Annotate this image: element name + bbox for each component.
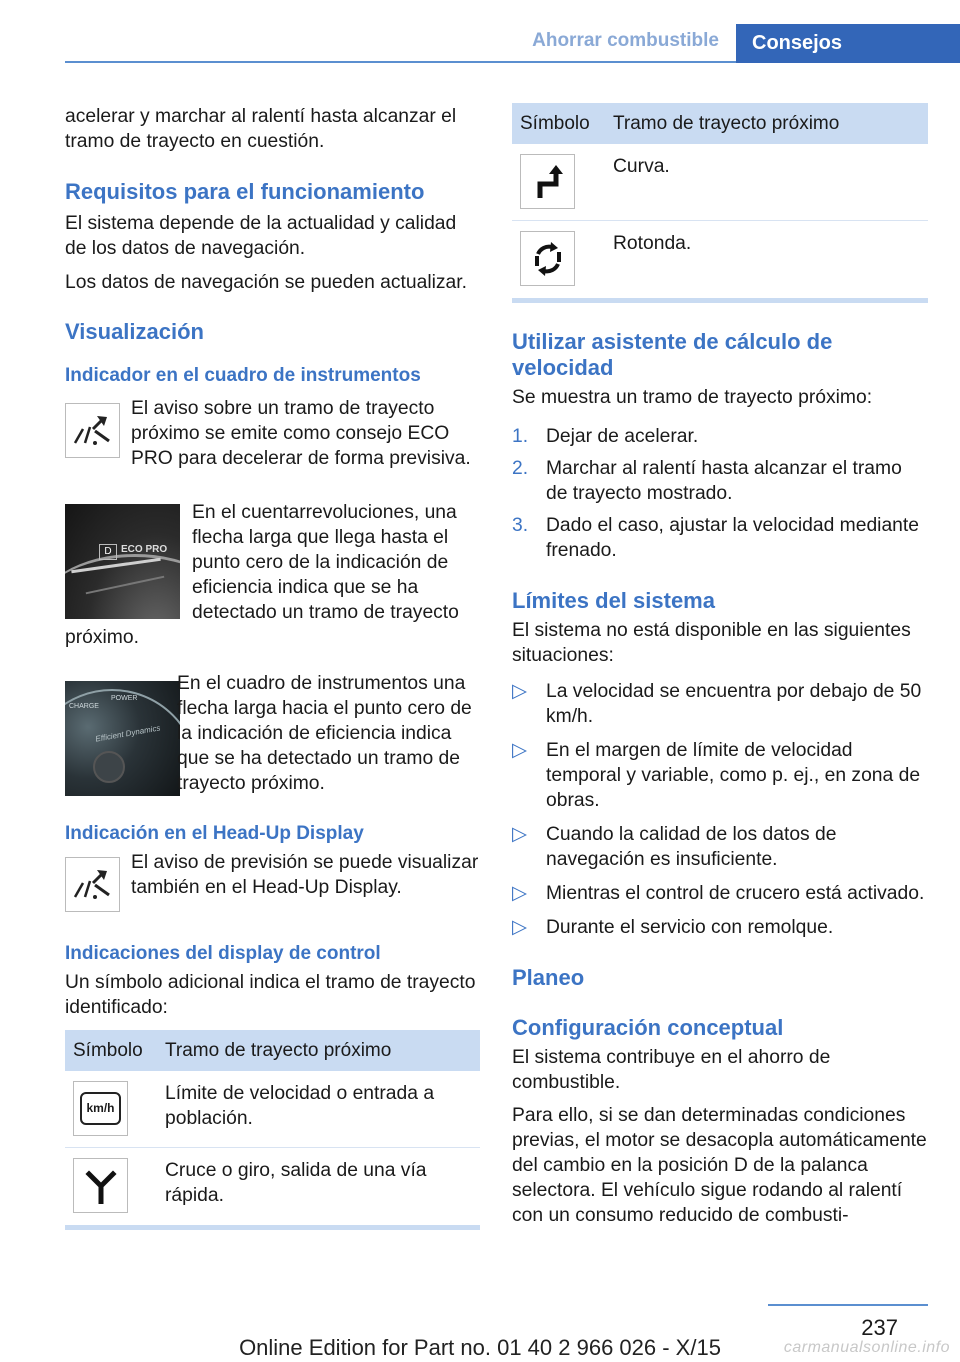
- col-symbol: Símbolo: [512, 103, 605, 144]
- watermark: carmanualsonline.info: [783, 1339, 950, 1356]
- limit-text: La velocidad se encuentra por debajo de 50 km/h.: [546, 681, 922, 727]
- hud-text: El aviso de previsión se puede visualizar también en el Head-Up Display.: [131, 852, 479, 898]
- curve-icon: [520, 154, 575, 209]
- list-item: [512, 822, 928, 872]
- tachometer-block: [65, 500, 480, 650]
- planeo-heading: Planeo: [512, 965, 585, 990]
- cluster-efficiency-image: [65, 681, 180, 796]
- triangle-bullet-icon: ▷: [512, 883, 527, 904]
- hud-heading: Indicación en el Head-Up Display: [65, 823, 364, 844]
- speed-assistant-text: Se muestra un tramo de trayecto próximo:: [512, 387, 873, 408]
- concept-heading: Configuración conceptual: [512, 1015, 784, 1040]
- hud-advice-icon: [65, 857, 120, 912]
- instrument-advice-text: El aviso sobre un tramo de trayecto próximo se emite como consejo ECO PRO para decelerar de forma previsiva.: [131, 398, 471, 469]
- intro-text: acelerar y marchar al ralentí hasta alcanzar el tramo de trayecto en cuestión.: [65, 106, 457, 152]
- tachometer-eco-pro-image: [65, 504, 180, 619]
- step-number: 1.: [512, 426, 529, 447]
- triangle-bullet-icon: ▷: [512, 681, 527, 702]
- cluster-text: En el cuadro de instrumentos una flecha larga hacia el punto cero de la indicación de eficiencia indica que se ha detectado un tramo de trayecto próximo.: [177, 673, 472, 794]
- table-row: [512, 144, 928, 221]
- limit-text: En el margen de límite de velocidad temporal y variable, como p. ej., en zona de obras.: [546, 740, 921, 811]
- hud-block: [65, 850, 480, 912]
- limits-heading: Límites del sistema: [512, 588, 715, 613]
- tachometer-text-end: próximo.: [65, 627, 139, 648]
- row-text: Límite de velocidad o entrada a población.: [157, 1071, 480, 1148]
- kmh-icon: [73, 1081, 128, 1136]
- col-route-section: Tramo de trayecto próximo: [605, 103, 928, 144]
- eco-pro-label: ECO PRO: [121, 544, 168, 555]
- symbol-table-left: [65, 1030, 480, 1230]
- limit-text: Cuando la calidad de los datos de navegación es insuficiente.: [546, 824, 837, 870]
- charge-label: CHARGE: [69, 703, 99, 710]
- footer-rule: [768, 1304, 928, 1306]
- triangle-bullet-icon: ▷: [512, 740, 527, 761]
- steps-list: [512, 424, 928, 563]
- control-display-text: Un símbolo adicional indica el tramo de trayecto identificado:: [65, 972, 476, 1018]
- page-number: 237: [861, 1315, 898, 1340]
- requirements-text-1: El sistema depende de la actualidad y calidad de los datos de navegación.: [65, 213, 457, 259]
- list-item: [512, 881, 928, 906]
- junction-icon: [73, 1158, 128, 1213]
- limits-list: [512, 679, 928, 940]
- edition-note: Online Edition for Part no. 01 40 2 966 026 - X/15: [239, 1335, 721, 1360]
- control-display-heading: Indicaciones del display de control: [65, 943, 381, 964]
- table-end-bar: [512, 298, 928, 303]
- header-tab: Consejos: [736, 24, 960, 63]
- roundabout-icon: [520, 231, 575, 286]
- instrument-indicator-heading: Indicador en el cuadro de instrumentos: [65, 365, 421, 386]
- table-row: [65, 1148, 480, 1226]
- col-symbol: Símbolo: [65, 1030, 157, 1071]
- list-item: [512, 915, 928, 940]
- tachometer-text-main: En el cuentarrevoluciones, una flecha larga que llega hasta el punto cero de la indicación de eficiencia indica que se ha detectado un tramo de trayecto: [192, 502, 459, 623]
- header-section-title: Ahorrar combustible: [532, 30, 719, 51]
- kmh-icon-text: km/h: [80, 1092, 120, 1125]
- limit-text: Durante el servicio con remolque.: [546, 917, 834, 938]
- table-end-bar: [65, 1225, 480, 1230]
- triangle-bullet-icon: ▷: [512, 917, 527, 938]
- step-text: Dado el caso, ajustar la velocidad mediante frenado.: [546, 515, 919, 561]
- symbol-table-right: [512, 103, 928, 303]
- list-item: [512, 513, 928, 563]
- row-text: Cruce o giro, salida de una vía rápida.: [165, 1160, 427, 1206]
- list-item: [512, 424, 928, 449]
- limits-text: El sistema no está disponible en las siguientes situaciones:: [512, 620, 911, 666]
- cluster-block: [65, 675, 480, 805]
- list-item: [512, 456, 928, 506]
- efficient-dynamics-label: Efficient Dynamics: [94, 723, 162, 744]
- step-text: Dejar de acelerar.: [546, 426, 699, 447]
- concept-text-1: El sistema contribuye en el ahorro de combustible.: [512, 1047, 831, 1093]
- instrument-advice-block: [65, 398, 480, 471]
- left-column: [65, 103, 480, 1230]
- list-item: [512, 738, 928, 813]
- table-row: [512, 221, 928, 299]
- step-number: 2.: [512, 458, 529, 479]
- requirements-text-2: Los datos de navegación se pueden actualizar.: [65, 272, 467, 293]
- gear-indicator: D: [99, 544, 117, 560]
- concept-text-2: Para ello, si se dan determinadas condiciones previas, el motor se desacopla automáticamente del cambio en la posición D de la palanca selectora. El vehículo sigue rodando al ralentí con un consumo reducido de combusti-: [512, 1105, 927, 1226]
- limit-text: Mientras el control de crucero está activado.: [546, 883, 925, 904]
- visualization-heading: Visualización: [65, 319, 204, 344]
- requirements-heading: Requisitos para el funcionamiento: [65, 179, 425, 204]
- list-item: [512, 679, 928, 729]
- row-text: Curva.: [605, 144, 928, 221]
- eco-advice-icon: [65, 403, 120, 458]
- power-label: POWER: [111, 695, 138, 702]
- right-column: [512, 103, 928, 1228]
- triangle-bullet-icon: ▷: [512, 824, 527, 845]
- speed-assistant-heading: Utilizar asistente de cálculo de velocidad: [512, 329, 833, 380]
- table-row: [65, 1071, 480, 1148]
- col-route-section: Tramo de trayecto próximo: [157, 1030, 480, 1071]
- step-number: 3.: [512, 515, 529, 536]
- step-text: Marchar al ralentí hasta alcanzar el tramo de trayecto mostrado.: [546, 458, 902, 504]
- row-text: Rotonda.: [613, 233, 692, 254]
